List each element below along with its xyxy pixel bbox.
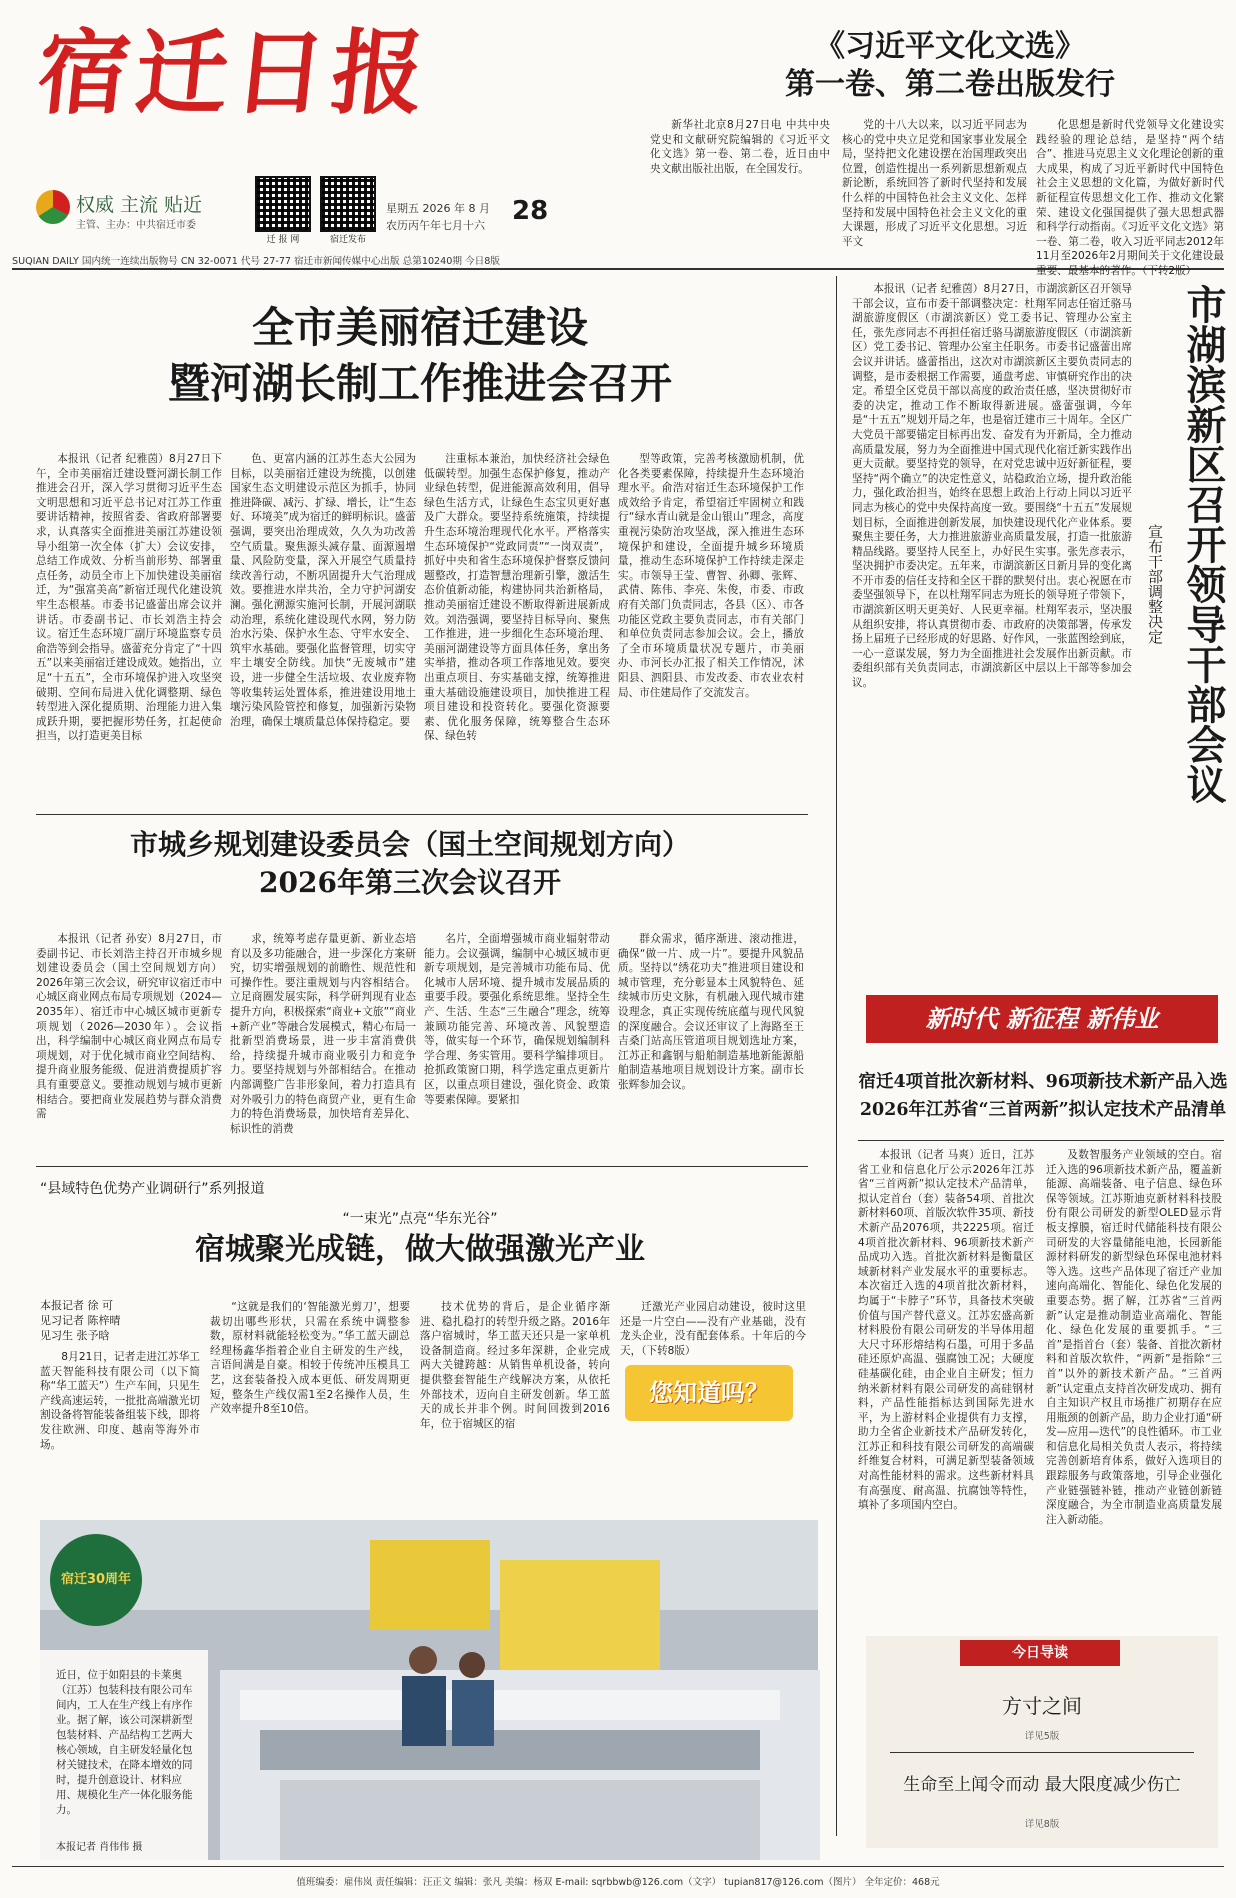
campaign-banner: 新时代 新征程 新伟业 (866, 995, 1218, 1043)
qr-code-icon (320, 176, 376, 232)
byline: 见习生 张予晗 (40, 1329, 110, 1342)
article2-col-2: 求，统筹考虑存量更新、新业态培育以及多功能融合，进一步深化方案研究，切实增强规划的前瞻性、规范性和可操作性。要注重规划与内容相结合。立足商圈发展实际，科学研判现有业态提升方向，积极探索“商业+文旅”“商业+新产业”等融合发展模式，精心布局一批新型消费场景，进一步丰富消费供给，持续提升城市商业吸引力和竞争力。要坚持规划与外部相结合。在推动内部调整广告非形象间，着力打造具有对外吸引力的特色商贸产业，更有生命力的特色消费场景，加快培育差异化、标识性的消费 (230, 933, 416, 1135)
article2-col-4: 群众需求，循序渐进、滚动推进，确保“做一片、成一片”。要提升风貌品质。坚持以“绣花功夫”推进项目建设和城市管理，充分彰显本土风貌特色、延续城市历史文脉，有机融入现代城市建设理念，真正实现传统底蕴与现代风貌的深度融合。会议还审议了上海路至王吉桑门站高压管道项目规划选址方案，江苏正和鑫钢与船舶制造基地新能源船舶制造基地项目规划设计方案。副市长张辉参加会议。 (618, 933, 804, 1091)
masthead-title: 宿迁日报 (32, 19, 436, 127)
article4-col-2: 及数智服务产业领域的空白。宿迁入选的96项新技术新产品，覆盖新能源、高端装备、电子信息、绿色环保等领域。江苏斯迪克新材料科技股份有限公司研发的新型OLED显示背板支撑膜，宿迁时代储能科技有限公司研发的大容量储能电池，长园新能源材料研发的新型绿色环保电池材料等入选。这些产品体现了宿迁产业加速向高端化、智能化、绿色化发展的重要态势。据了解，江苏省“三首两新”认定是推动制造业高端化、智能化、绿色化发展的重要抓手。“三首”是指首台（套）装备、首批次新材料和首版次软件，“两新”是指除“三首”以外的新技术新产品。“三首两新”认定重点支持首次研发成功、拥有自主知识产权且市场推广初期存在应用瓶颈的创新产品，助力企业打通“研发—应用—迭代”的良性循环。市工业和信息化局相关负责人表示，将持续完善创新培育体系，做好入选项目的跟踪服务与政策落地，引导企业强化产业链强链补链，推动产业链创新链深度融合，为全市制造业高质量发展注入新动能。 (1046, 1149, 1222, 1526)
article1-headline-line1: 全市美丽宿迁建设 (251, 303, 588, 352)
article3-headline[interactable]: 市湖滨新区召开领导干部会议 (1180, 284, 1226, 804)
article2-headline-line2: 2026年第三次会议召开 (259, 866, 561, 899)
masthead-slogan: 权威 主流 贴近 (76, 194, 203, 216)
newspaper-logo-icon (36, 190, 70, 224)
lead-headline[interactable] (710, 28, 1190, 104)
article1-col-4: 型等政策，完善考核激励机制，优化各类要素保障，持续提升生态环境治理水平。俞浩对宿迁生态环境保护工作成效给予肯定，希望宿迁牢固树立和践行“绿水青山就是金山银山”理念，高度重视污染防治攻坚战，深入推进生态环境保护和建设，全面提升城乡环境质量，推动生态环境保护工作持续走深走实。市领导王莹、曹智、孙卿、张辉、武倩、陈伟、李亮、朱俊，市委、市政府有关部门负责同志，各县（区）、市各功能区党政主要负责同志，市有关部门和单位负责同志参加会议。会上，播放了全市环境质量状况专题片，市美丽办、市河长办汇报了相关工作情况，沭阳县、泗阳县、市发改委、市农业农村局、市住建局作了交流发言。 (618, 453, 804, 699)
lead-headline-line2: 第一卷、第二卷出版发行 (785, 67, 1115, 102)
article5-col-3: 技术优势的背后，是企业循序渐进、稳扎稳打的转型升级之路。2016年落户宿城时，华工蓝天还只是一家单机设备制造商。经过多年深耕，企业完成两大关键跨越：从销售单机设备，转向提供整套智能生产线解决方案，从依托外部技术，迈向自主研发创新。华工蓝天的成长并非个例。时间回拨到2016年，位于宿城区的宿 (420, 1301, 610, 1430)
date-day: 28 (512, 196, 549, 226)
article1-headline-line2: 暨河湖长制工作推进会召开 (167, 359, 672, 408)
guide-item-headline[interactable]: 生命至上闻令而动 最大限度减少伤亡 (903, 1775, 1181, 1795)
article2-col-3: 名片，全面增强城市商业辐射带动能力。会议强调，编制中心城区城市更新专项规划，是完善城市功能布局、优化城市人居环境、提升城市发展品质的重要手段。要强化系统思维。坚持全生产、生活、生态“三生融合”理念，统筹兼顾功能完善、环境改善、风貌塑造等，做实每一个环节，确保规划编制科学合理、务实管用。要科学编排项目。抢抓政策窗口期，科学选定重点更新片区，以重点项目建设，强化资金、政策等要素保障。要紧扣 (424, 933, 610, 1106)
article1-headline[interactable] (30, 300, 810, 412)
article1-col-1: 本报讯（记者 纪雅茵）8月27日下午，全市美丽宿迁建设暨河湖长制工作推进会召开，深入学习贯彻习近平生态文明思想和习近平总书记对江苏工作重要讲话精神，按照省委、省政府部署要求，认真落实全面推进美丽江苏建设领导小组第一次全体（扩大）会议安排，总结工作成效、分析当前形势、部署重点任务，动员全市上下加快建设美丽宿迁，为“强富美高”新宿迁现代化建设筑牢生态根基。市委书记盛蕾出席会议并讲话。市委副书记、市长刘浩主持会议。宿迁生态环境厂副厅环境监察专员俞浩等到会指导。盛蕾充分肯定了“十四五”以来美丽宿迁建设成效。她指出，立足“十五五”，全市环境保护进入攻坚突破期、空间布局进入优化调整期、绿色转型进入深化提质期、治理能力进入集成跃升期，要把握形势任务，扛起使命担当，以打造更美目标 (36, 453, 222, 743)
date-line-2: 农历丙午年七月十六 (386, 219, 485, 232)
guide-divider (890, 1752, 1194, 1753)
article1-col-3: 注重标本兼治，加快经济社会绿色低碳转型。加强生态保护修复，推动产业绿色转型，促进能源高效利用，倡导绿色生活方式，让绿色生态宝贝更好惠及广大群众。要坚持系统施策，持续提升生态环境治理现代化水平。严格落实生态环境保护“党政同责”“一岗双责”，抓好中央和省生态环境保护督察反馈问题整改，打造智慧治理新引擎，激活生态价值新动能，构建协同共治新格局，推动美丽宿迁建设不断取得新进展新成效。刘浩强调，要坚持目标导向、聚焦工作推进，进一步细化生态环境治理、美丽河湖建设等方面具体任务，拿出务实举措，推动各项工作落地见效。要突出重点项目、夯实基础支撑，统筹推进重大基础设施建设项目，加快推进工程项目建设和投资转化。要强化资源要素、优化服务保障，统筹整合生态环保、绿色转 (424, 453, 610, 743)
qr-label: 宿迁发布 (329, 235, 366, 245)
footer-divider (12, 1866, 1224, 1867)
guide-item-page: 详见8版 (1024, 1819, 1060, 1830)
lead-col-1: 新华社北京8月27日电 中共中央党史和文献研究院编辑的《习近平文化文选》第一卷、第二卷，近日由中央文献出版社出版，在全国发行。 (650, 119, 830, 175)
photo-credit: 本报记者 肖伟伟 摄 (56, 1842, 143, 1853)
article4-col-1: 本报讯（记者 马爽）近日，江苏省工业和信息化厅公示2026年江苏省“三首两新”拟认定技术产品清单，拟认定首台（套）装备54项、首批次新材料60项、首版次软件35项、新技术新产品2076项，共2225项。宿迁4项首批次新材料、96项新技术新产品成功入选。首批次新材料是衡量区域新材料产业发展水平的重要标志。本次宿迁入选的4项首批次新材料，均属于“卡脖子”环节，具备技术突破价值与国产替代意义。江苏宏盛高新材料股份有限公司研发的半导体用超大尺寸环形熔结构石墨，可用于多晶硅还原炉高温、强腐蚀工况；大硬度硅基碳化硅，由企业自主研发；恒力纳米新材料有限公司研发的高硅钢材料，产品性能指标达到国际先进水平，为上游材料企业提供有力支撑，助力全省企业新技术产品研发转化，江苏正和科技有限公司研发的高端碳纤维复合材料，可满足新型装备领域对高性能材料的需求。这些新材料具有高强度、耐高温、抗腐蚀等特性，填补了多项国内空白。 (858, 1149, 1034, 1512)
section-divider (858, 1140, 1224, 1141)
lead-headline-line1: 《习近平文化文选》 (815, 29, 1085, 64)
article5-col-2: “这就是我们的‘智能激光剪刀’，想要裁切出哪些形状，只需在系统中调整参数，原材料就能轻松变为。”华工蓝天副总经理杨鑫华指着企业自主研发的生产线，言语间满是自豪。相较于传统冲压模具工艺，这套装备投入成本更低、研发周期更短，整条生产线仅需1至2名操作人员，生产效率提升8至10倍。 (210, 1301, 410, 1416)
article5-bylines (40, 1298, 121, 1343)
publication-info: SUQIAN DAILY 国内统一连续出版物号 CN 32-0071 代号 27-77 宿迁市新闻传媒中心出版 总第10240期 今日8版 (12, 256, 500, 267)
article5-kicker: “一束光”点亮“华东光谷” (342, 1211, 498, 1227)
article5-series: “县域特色优势产业调研行”系列报道 (40, 1181, 265, 1197)
masthead-sponsor: 主管、主办：中共宿迁市委 (76, 220, 196, 231)
photo-caption: 近日，位于如阳县的卡莱奥（江苏）包装科技有限公司车间内，工人在生产线上有序作业。据了解，该公司深耕新型包装材料、产品结构工艺两大核心领域，自主研发轻量化包材关键技术，在降本增效的同时，提升创意设计、材料应用、规模化生产一体化服务能力。 (56, 1669, 193, 1816)
qr-label: 迁 报 网 (266, 235, 300, 245)
article1-col-2: 色、更富内涵的江苏生态大公园为目标，以美丽宿迁建设为统揽，以创建国家生态文明建设示范区为抓手，协同推进降碳、减污、扩绿、增长，让“生态好、环境美”成为宿迁的鲜明标识。盛蕾强调，要突出治理成效，久久为功改善空气质量。聚焦源头减存量、面源遏增量、风险防变量，深入开展空气质量持续改善行动，不断巩固提升大气治理成效。要推进水岸共治，全力守护河湖安澜。强化溯源实施河长制，开展河湖联动治理，系统化建设现代水网，努力防治水污染、保护水生态、守牢水安全、筑牢水基础。要强化监督管理，切实守牢土壤安全防线。加快“无废城市”建设，进一步健全生活垃圾、农业废弃物等收集转运处置体系，推进建设用地土壤污染风险管控和修复，加强新污染物治理，确保土壤质量总体保持稳定。要 (230, 453, 416, 728)
article2-headline[interactable] (30, 826, 790, 902)
article4-headline-line2: 2026年江苏省“三首两新”拟认定技术产品清单 (859, 1100, 1227, 1120)
qr-code-icon (255, 176, 311, 232)
lead-col-3: 化思想是新时代党领导文化建设实践经验的理论总结，是坚持“两个结合”、推进马克思主义文化理论创新的重大成果，构成了习近平新时代中国特色社会主义思想的文化篇，为做好新时代新征程宣传思想文化工作、推动文化繁荣、建设文化强国提供了强大思想武器和科学行动指南。《习近平文化文选》第一卷、第二卷，收入习近平同志2012年11月至2026年2月期间关于文化建设最重要、最基本的著作。（下转2版） (1036, 119, 1224, 277)
today-guide-title: 今日导读 (960, 1640, 1120, 1666)
qr-block-1[interactable] (255, 176, 311, 245)
guide-item-page: 详见5版 (1024, 1731, 1060, 1742)
section-divider (36, 814, 808, 815)
article5-headline[interactable]: 宿城聚光成链，做大做强激光产业 (195, 1232, 645, 1267)
date-line-1: 星期五 2026 年 8 月 (386, 202, 490, 215)
section-divider (36, 1166, 808, 1167)
article5-col-1: 8月21日，记者走进江苏华工蓝天智能科技有限公司（以下简称“华工蓝天”）生产车间，只见生产线高速运转，一批批高端激光切割设备将智能装备组装下线，即将发往欧洲、印度、越南等海外市场。 (40, 1351, 200, 1451)
did-you-know-badge: 您知道吗？ (625, 1365, 793, 1421)
footer-credits: 值班编委：雇伟岚 责任编辑：汪正文 编辑：张凡 美编：杨双 E-mail: sqrbbwb@126.com（文字） tupian817@126.com（图片） 全年定价：468元 (296, 1877, 940, 1888)
anniversary-badge: 宿迁30周年 (50, 1534, 142, 1626)
article4-headline[interactable] (858, 1068, 1228, 1124)
lead-col-2: 党的十八大以来，以习近平同志为核心的党中央立足党和国家事业发展全局，坚持把文化建设摆在治国理政突出位置，创造性提出一系列新思想新观点新论断，系统回答了新时代坚持和发展什么样的中国特色社会主义文化、怎样坚持和发展中国特色社会主义文化的重大课题，形成了习近平文化思想。习近平文 (842, 119, 1027, 248)
guide-item-headline[interactable]: 方寸之间 (1002, 1694, 1082, 1718)
article3-subheadline: 宣布干部调整决定 (1146, 524, 1164, 644)
article4-headline-line1: 宿迁4项首批次新材料、96项新技术新产品入选 (858, 1072, 1228, 1092)
column-divider (836, 276, 837, 1836)
article2-col-1: 本报讯（记者 孙安）8月27日，市委副书记、市长刘浩主持召开市城乡规划建设委员会（国土空间规划方向）2026年第三次会议，研究审议宿迁市中心城区商业网点布局专项规划（2024—2035年）、宿迁市中心城区城市更新专项规划（2026—2030年）。会议指出，科学编制中心城区商业网点布局专项规划，对于优化城市商业空间结构、提升商业服务能级、促进消费提质扩容具有重要意义。要推动规划与城市更新相结合。要把商业发展趋势与群众消费需 (36, 933, 222, 1121)
article5-col-4: 迁激光产业园启动建设，彼时这里还是一片空白——没有产业基础，没有龙头企业，没有配套体系。十年后的今天，（下转8版） (620, 1301, 806, 1357)
article3-body: 本报讯（记者 纪雅茵）8月27日，市湖滨新区召开领导干部会议，宣布市委干部调整决定：杜翔军同志任宿迁骆马湖旅游度假区（市湖滨新区）党工委书记、管理办公室主任，张先彦同志不再担任宿迁骆马湖旅游度假区（市湖滨新区）党工委书记、管理办公室主任职务。市委书记盛蕾出席会议并讲话。盛蕾指出，这次对市湖滨新区主要负责同志的调整，是市委根据工作需要，通盘考虑、审慎研究作出的决定。希望全区党员干部以高度的政治责任感，坚决贯彻好市委的决定，推动工作不断取得新进展。盛蕾强调，今年是“十五五”规划开局之年，也是宿迁建市三十周年。全区广大党员干部要锚定目标再出发、奋发有为开新局，全力推动高质量发展，努力为全面推进中国式现代化宿迁新实践作出更大贡献。要坚持党的领导，在对党忠诚中迈好新征程，要坚持“两个确立”的决定性意义，站稳政治立场，提升政治能力，强化政治担当，始终在思想上政治上行动上同以习近平同志为核心的党中央保持高度一致。要围绕“十五五”发展规划目标，全面推进创新发展，加快建设现代化产业体系。要聚焦主要任务，大力推进旅游业高质量发展，打造一批旅游精品线路。要坚持人民至上，办好民生实事。张先彦表示，坚决拥护市委决定。五年来，市湖滨新区日新月异的变化离不开市委的信任支持和全区干群的默契付出。衷心祝愿在市委坚强领导下，在以杜翔军同志为班长的领导班子带领下，市湖滨新区明天更美好、人民更幸福。杜翔军表示，坚决服从组织安排，将认真贯彻市委、市政府的决策部署，传承发扬上届班子已经形成的好思路、好作风，一张蓝图绘到底，一心一意谋发展，努力为全面推进社会发展作出新贡献。市委组织部有关负责同志，市湖滨新区中层以上干部等参加会议。 (852, 283, 1132, 690)
article2-headline-line1: 市城乡规划建设委员会（国土空间规划方向） (129, 828, 690, 861)
byline: 本报记者 徐 可 (40, 1299, 113, 1312)
byline: 见习记者 陈梓晴 (40, 1314, 121, 1327)
qr-block-2[interactable] (320, 176, 376, 245)
